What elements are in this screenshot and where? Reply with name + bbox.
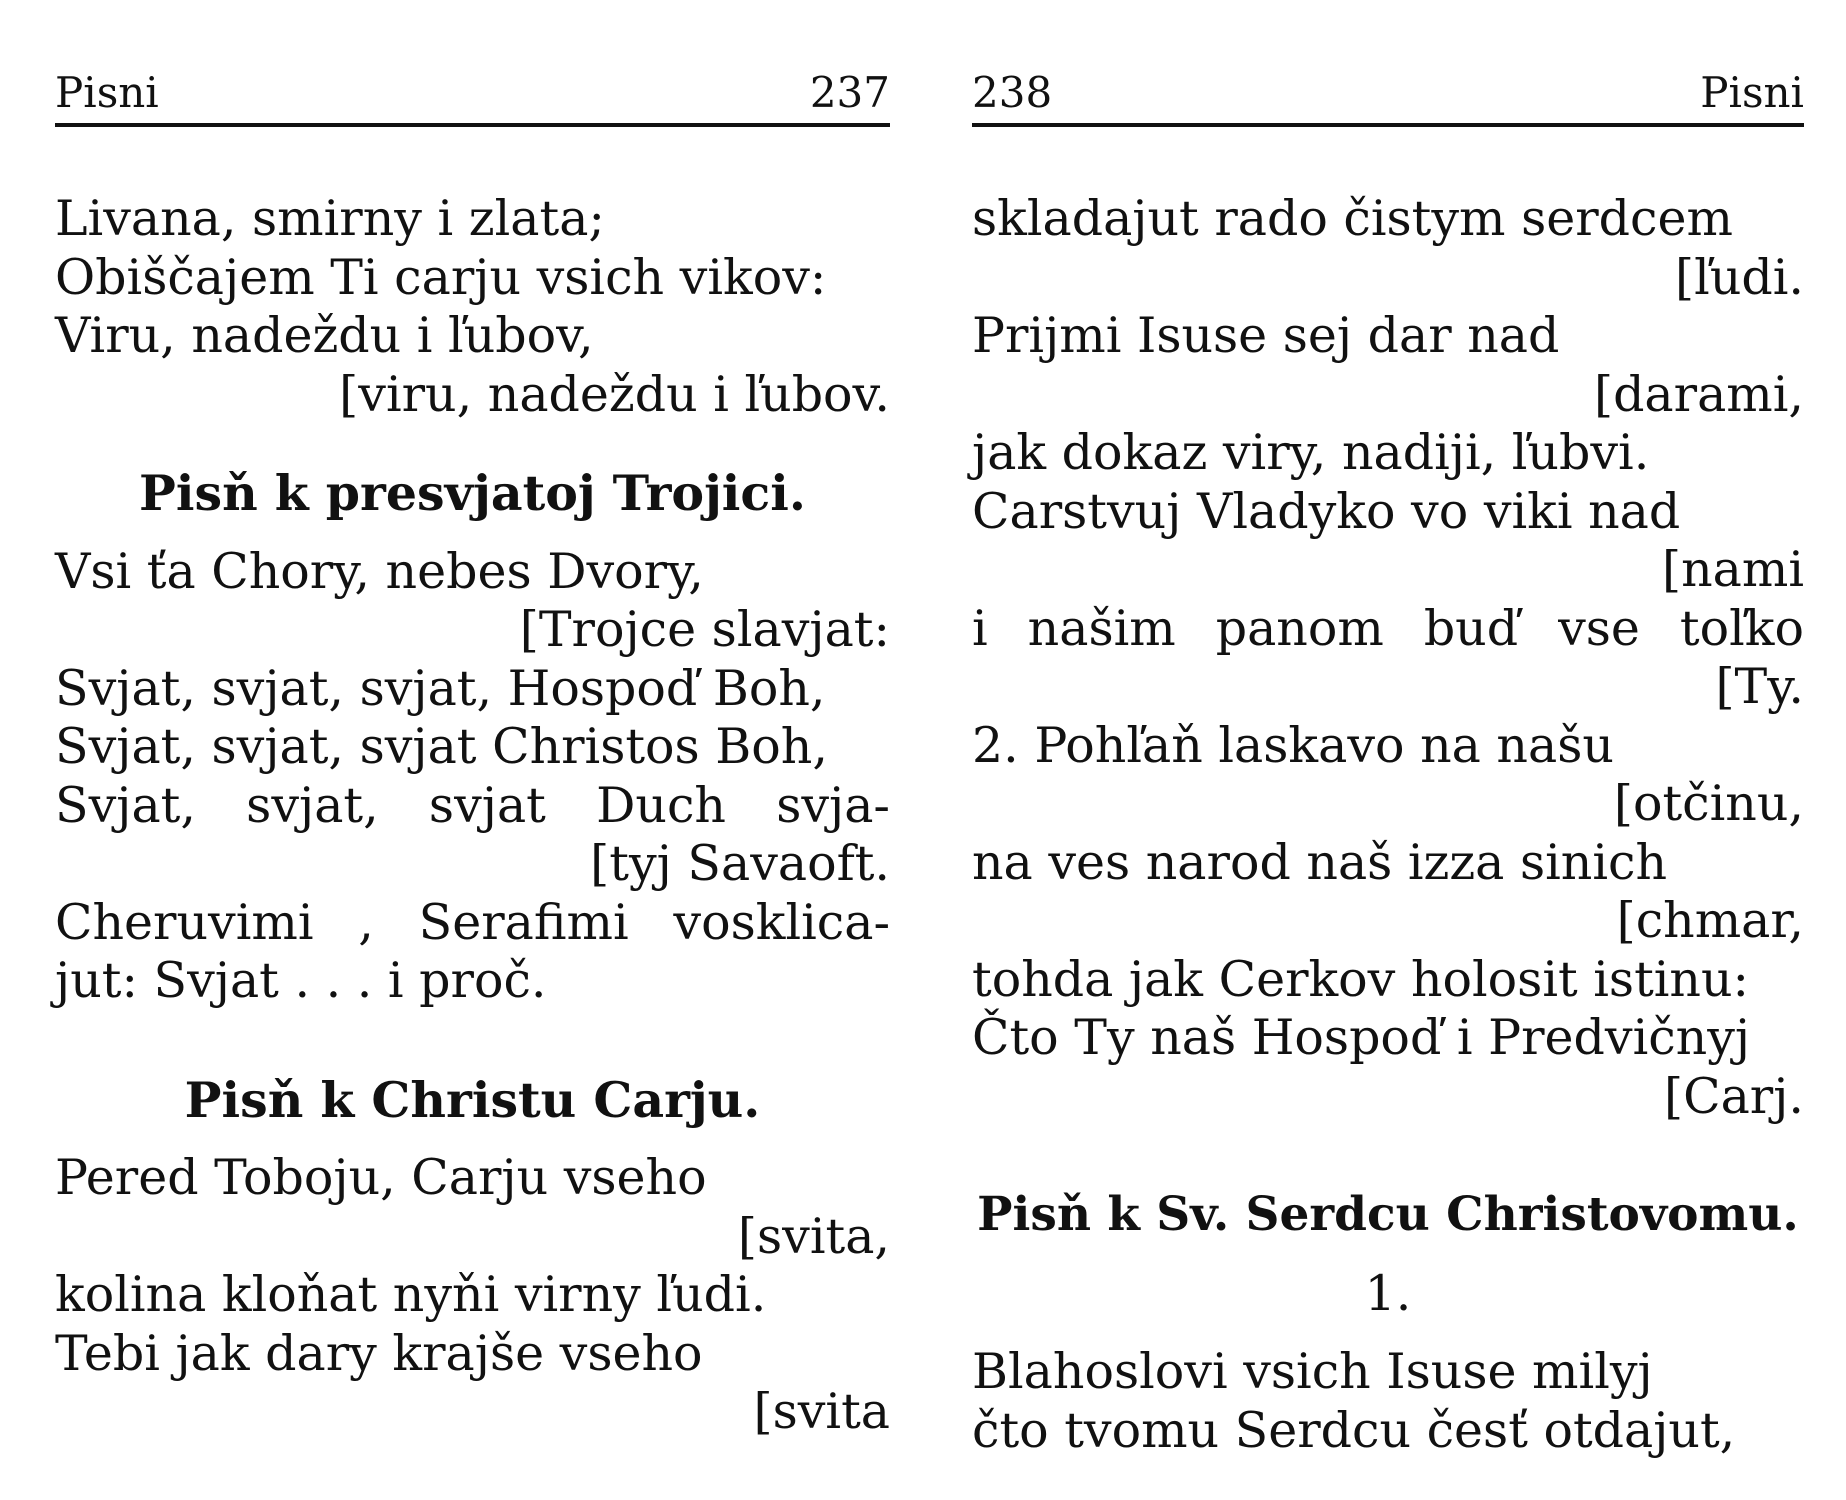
text-line: Blahoslovi vsich Isuse milyj — [972, 1343, 1653, 1400]
running-head — [972, 68, 1804, 118]
text-line: jak dokaz viry, nadiji, ľubvi. — [972, 424, 1650, 481]
left-page — [55, 0, 890, 1500]
text-line: [otčinu, — [1613, 775, 1804, 832]
text-line: Svjat, svjat, svjat Christos Boh, — [55, 718, 828, 775]
text-line: [chmar, — [1616, 892, 1804, 949]
text-line: Tebi jak dary krajše vseho — [55, 1324, 703, 1382]
text-line: [Ty. — [1715, 658, 1804, 715]
text-line: jut: Svjat . . . i proč. — [55, 952, 547, 1009]
text-line: [ľudi. — [1675, 248, 1804, 306]
text-line: i našim panom buď vse toľko — [972, 599, 1804, 657]
text-line: Pered Toboju, Carju vseho — [55, 1149, 707, 1206]
text-line: Vsi ťa Chory, nebes Dvory, — [55, 542, 704, 600]
text-line: Svjat, svjat, svjat, Hospoď Boh, — [55, 659, 826, 717]
header-rule — [972, 123, 1804, 127]
page-body — [55, 190, 890, 1442]
text-line: Svjat, svjat, svjat Duch svja- — [55, 776, 890, 834]
page-number: 238 — [972, 68, 1053, 117]
section-heading: Pisň k presvjatoj Trojici. — [139, 464, 806, 522]
page-body — [972, 190, 1804, 1460]
section-heading: Pisň k Sv. Serdcu Christovomu. — [977, 1187, 1799, 1242]
text-line: skladajut rado čistym serdcem — [972, 190, 1733, 247]
text-line: Obiščajem Ti carju vsich vikov: — [55, 248, 827, 306]
text-line: 2. Pohľaň laskavo na našu — [972, 716, 1614, 774]
text-line: [svita, — [737, 1207, 890, 1265]
text-line: Čto Ty naš Hospoď i Predvičnyj — [972, 1009, 1751, 1066]
text-line: [tyj Savaoft. — [590, 835, 890, 892]
text-line: [svita — [753, 1383, 890, 1440]
text-line: na ves narod naš izza sinich — [972, 833, 1668, 891]
stanza-number: 1. — [1364, 1264, 1412, 1322]
running-head — [55, 68, 890, 118]
text-line: čto tvomu Serdcu česť otdajut, — [972, 1401, 1736, 1459]
text-line: [viru, nadeždu i ľubov. — [339, 365, 890, 423]
page-number: 237 — [809, 68, 890, 117]
right-page — [972, 0, 1804, 1500]
text-line: Viru, nadeždu i ľubov, — [55, 307, 594, 364]
header-rule — [55, 123, 890, 127]
text-line: Livana, smirny i zlata; — [55, 190, 605, 247]
text-line: Prijmi Isuse sej dar nad — [972, 307, 1560, 364]
text-line: [darami, — [1593, 365, 1804, 423]
text-line: [Trojce slavjat: — [519, 601, 890, 658]
running-head-title: Pisni — [55, 68, 159, 117]
text-line: kolina kloňat nyňi virny ľudi. — [55, 1266, 767, 1323]
text-line: Carstvuj Vladyko vo viki nad — [972, 482, 1681, 540]
text-line: tohda jak Cerkov holosit istinu: — [972, 950, 1750, 1008]
text-line: [Carj. — [1663, 1067, 1804, 1125]
running-head-title: Pisni — [1700, 68, 1804, 117]
text-line: Cheruvimi , Serafimi vosklica- — [55, 893, 890, 951]
text-line: [nami — [1661, 541, 1804, 598]
section-heading: Pisň k Christu Carju. — [184, 1070, 761, 1129]
